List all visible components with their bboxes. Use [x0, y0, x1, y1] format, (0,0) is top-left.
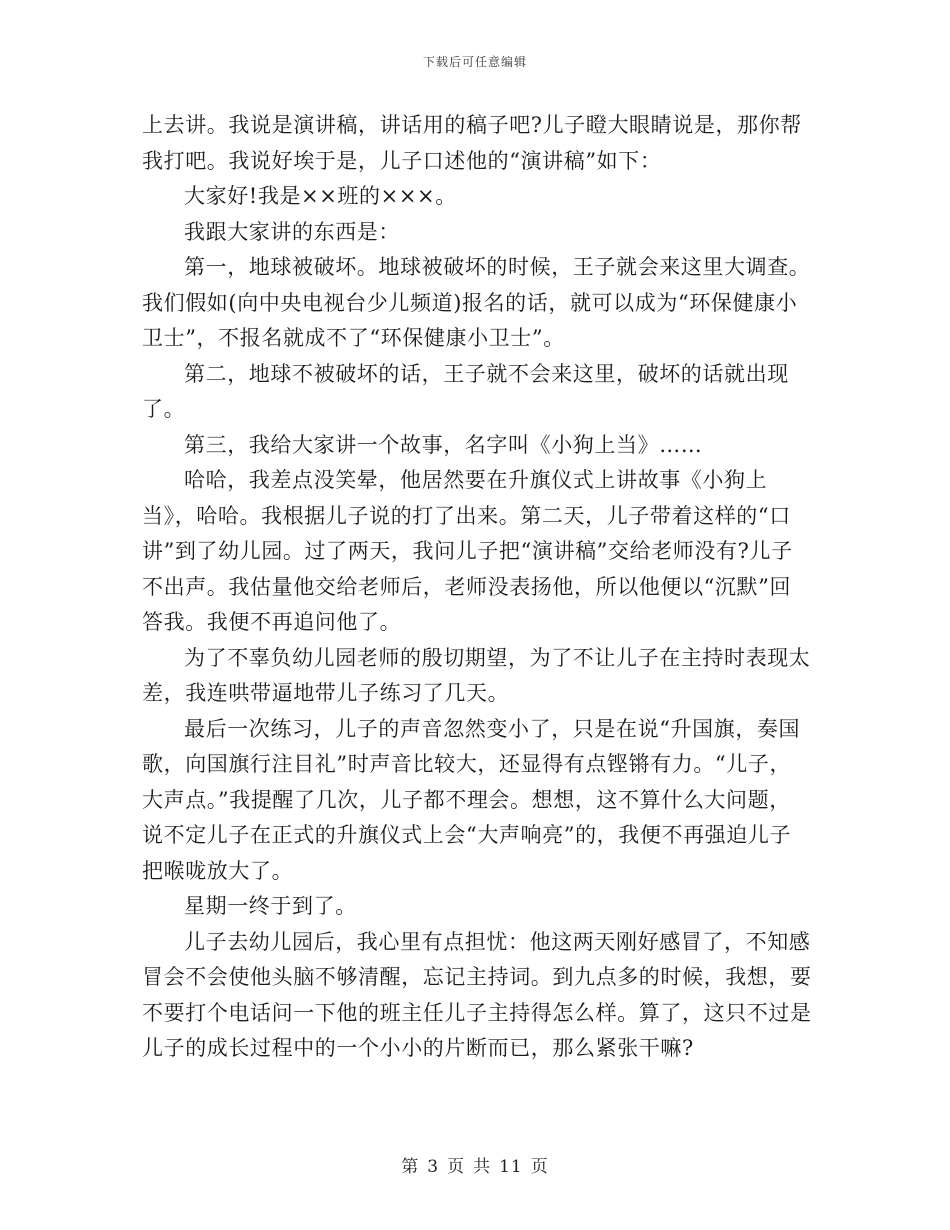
paragraph: 儿子去幼儿园后，我心里有点担忧：他这两天刚好感冒了，不知感冒会不会使他头脑不够清醒，忘记主持词。到九点多的时候，我想，要不要打个电话问一下他的班主任儿子主持得怎么样。算了，这只不过是儿子的成长过程中的一个小小的片断而已，那么紧张干嘛? [142, 929, 812, 1060]
header-text: 下载后可任意编辑 [422, 55, 527, 69]
paragraph: 第二，地球不被破坏的话，王子就不会来这里，破坏的话就出现了。 [142, 361, 789, 421]
paragraph: 上去讲。我说是演讲稿，讲话用的稿子吧?儿子瞪大眼睛说是，那你帮我打吧。我说好埃于是，儿子口述他的“演讲稿”如下： [142, 113, 802, 173]
paragraph: 第三，我给大家讲一个故事，名字叫《小狗上当》…… [184, 432, 703, 457]
footer-middle: 页 [447, 1157, 466, 1177]
paragraph: 第一，地球被破坏。地球被破坏的时候，王子就会来这里大调查。我们假如(向中央电视台少儿频道)报名的话，就可以成为“环保健康小卫士”，不报名就成不了“环保健康小卫士”。 [142, 255, 811, 350]
footer-total-prefix: 共 [473, 1157, 492, 1177]
page-footer [0, 1152, 950, 1177]
footer-prefix: 第 [401, 1157, 420, 1177]
paragraph: 最后一次练习，儿子的声音忽然变小了，只是在说“升国旗，奏国歌，向国旗行注目礼”时声音比较大，还显得有点铿锵有力。“儿子，大声点。”我提醒了几次，儿子都不理会。想想，这不算什么大问题，说不定儿子在正式的升旗仪式上会“大声响亮”的，我便不再强迫儿子把喉咙放大了。 [142, 716, 801, 883]
document-body [142, 108, 812, 1067]
paragraph: 为了不辜负幼儿园老师的殷切期望，为了不让儿子在主持时表现太差，我连哄带逼地带儿子练习了几天。 [142, 645, 811, 705]
paragraph: 大家好!我是××班的×××。 [184, 184, 457, 208]
paragraph: 星期一终于到了。 [184, 894, 357, 918]
footer-suffix: 页 [530, 1157, 549, 1177]
paragraph: 我跟大家讲的东西是： [184, 219, 400, 244]
page-header [0, 53, 950, 70]
paragraph: 哈哈，我差点没笑晕，他居然要在升旗仪式上讲故事《小狗上当》，哈哈。我根据儿子说的打了出来。第二天，儿子带着这样的“口讲”到了幼儿园。过了两天，我问儿子把“演讲稿”交给老师没有?儿子不出声。我估量他交给老师后，老师没表扬他，所以他便以“沉默”回答我。我便不再追问他了。 [142, 468, 793, 634]
page-number: 3 [427, 1157, 440, 1177]
total-pages: 11 [499, 1157, 523, 1177]
